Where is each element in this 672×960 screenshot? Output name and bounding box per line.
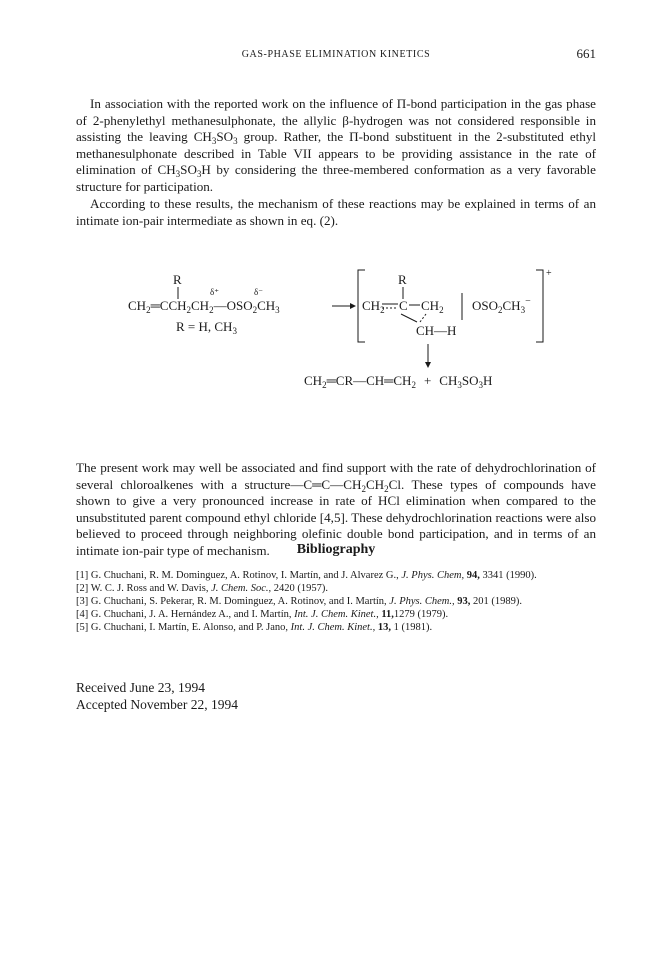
- paragraph-2: According to these results, the mechanism of these reactions may be explained in terms of an intimate ion-pair intermediate as shown in eq. (2).: [76, 196, 596, 228]
- reference-item: [1] G. Chuchani, R. M. Dominguez, A. Rotinov, I. Martín, and J. Alvarez G., J. Phys. Chem, 94, 3341 (1990).: [76, 570, 537, 581]
- running-header: [0, 46, 672, 64]
- paragraph-1: In association with the reported work on the influence of Π-bond participation in the gas phase of 2-phenylethyl methanesulphonate, the allylic β-hydrogen was not considered responsible in assisting the leaving $CH_3SO_3$ group. Rather, the Π-bond substituent in the 2-substituted ethyl methanesulphonate described in Table VII appears to be providing assistance in the rate of elimination of $CH_3SO_3H$ by considering the three-membered conformation as a very favorable structure for participation.: [76, 96, 597, 194]
- product: [304, 373, 492, 390]
- running-title: GAS-PHASE ELIMINATION KINETICS: [241, 49, 431, 60]
- svg-text:CH2: $CH_2$: [421, 298, 444, 315]
- bibliography-heading: Bibliography: [296, 542, 376, 557]
- svg-text:R = H, CH3: R = H, $CH_3$: [176, 319, 237, 336]
- svg-text:+: +: [546, 268, 552, 279]
- reference-item: [5] G. Chuchani, I. Martín, E. Alonso, and P. Jano, Int. J. Chem. Kinet., 13, 1 (1981).: [76, 622, 433, 633]
- svg-text:OSO2CH3−: $OSO_2CH_3^-$: [472, 296, 531, 315]
- svg-text:CH2═CR—CH═CH2+CH3SO3H: $CH_2═CR—CH═CH_2 + CH_3SO_3H$: [304, 373, 493, 390]
- reference-list: [76, 569, 606, 634]
- reference-item: [3] G. Chuchani, S. Pekerar, R. M. Dominguez, A. Rotinov, and I. Martín, J. Phys. Chem., 93, 201 (1989).: [76, 596, 522, 607]
- reactant: [128, 272, 280, 336]
- svg-text:CH—H: CH—H: [416, 323, 457, 338]
- reaction-arrow: [332, 303, 356, 309]
- intermediate: [358, 268, 552, 342]
- paragraph-3: The present work may well be associated and find support with the rate of dehydrochlorination of several chloroalkenes with a $structure—C═C—CH_2CH_2Cl$. These types of compounds have shown to give a very pronounced increase in rate of HCl elimination when compared to the unsubstituted parent compound ethyl chloride [4,5]. These dehydrochlorination reactions were also believed to proceed through neighboring olefinic double bond participation, and in terms of an intimate ion-pair type of mechanism.: [76, 460, 596, 558]
- reference-item: [4] G. Chuchani, J. A. Hernández A., and I. Martín, Int. J. Chem. Kinet., 11,1279 (1979).: [76, 609, 449, 620]
- received-date: Received June 23, 1994: [76, 680, 205, 695]
- reference-item: [2] W. C. J. Ross and W. Davis, J. Chem. Soc., 2420 (1957).: [76, 583, 329, 594]
- down-arrow: [425, 344, 431, 368]
- svg-text:δ⁻: δ⁻: [254, 287, 263, 297]
- svg-text:R: R: [398, 272, 407, 287]
- svg-text:R: R: [173, 272, 182, 287]
- received-dates: [76, 679, 238, 713]
- svg-text:δ⁺: δ⁺: [210, 287, 219, 297]
- page-number: 661: [576, 46, 596, 61]
- reaction-scheme: [0, 258, 672, 398]
- svg-text:C: C: [399, 298, 408, 313]
- svg-text:CH2: $CH_2$: [362, 298, 385, 315]
- accepted-date: Accepted November 22, 1994: [76, 697, 238, 712]
- svg-text:CH2═CCH2CH2—OSO2CH3: $CH_2═CCH_2CH_2—OSO_2CH_3$: [128, 298, 280, 315]
